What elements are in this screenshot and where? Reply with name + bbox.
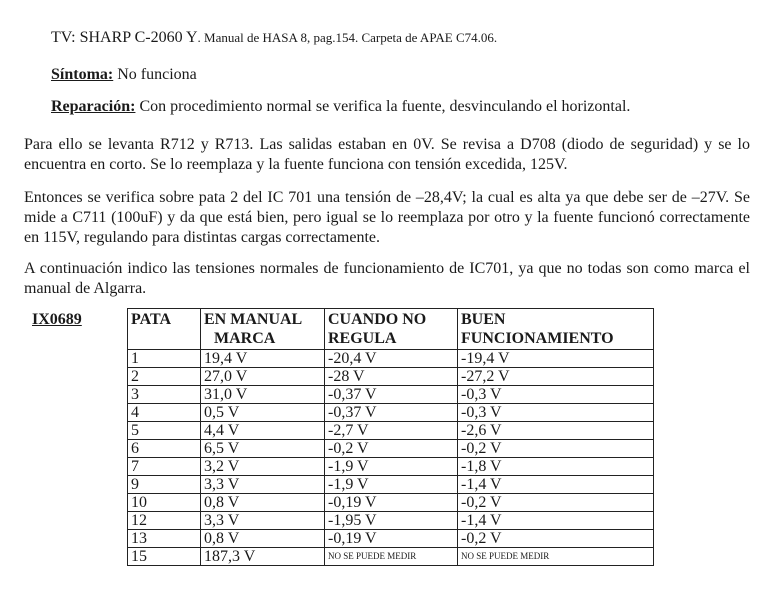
cell-pata: 15 — [128, 548, 201, 566]
cell-manual: 31,0 V — [201, 386, 325, 404]
cell-buen-funcionamiento: -1,8 V — [458, 458, 654, 476]
cell-manual: 3,3 V — [201, 476, 325, 494]
cell-manual: 19,4 V — [201, 350, 325, 368]
cell-manual: 3,3 V — [201, 512, 325, 530]
table-row — [128, 422, 654, 440]
cell-pata: 9 — [128, 476, 201, 494]
repair-line — [51, 98, 630, 116]
cell-buen-funcionamiento: -0,3 V — [458, 386, 654, 404]
symptom-text: No funciona — [113, 66, 197, 83]
table-row — [128, 458, 654, 476]
cell-no-regula: -0,19 V — [325, 530, 458, 548]
cell-no-regula: -1,95 V — [325, 512, 458, 530]
table-body — [128, 350, 654, 566]
manual-reference: . Manual de HASA 8, pag.154. Carpeta de APAE C74.06. — [197, 30, 498, 45]
document-header — [51, 29, 497, 47]
table-header-row — [128, 309, 654, 350]
repair-label: Reparación: — [51, 98, 136, 115]
cell-manual: 0,5 V — [201, 404, 325, 422]
cell-pata: 2 — [128, 368, 201, 386]
cell-pata: 13 — [128, 530, 201, 548]
cell-no-regula: -0,37 V — [325, 404, 458, 422]
cell-pata: 6 — [128, 440, 201, 458]
cell-pata: 3 — [128, 386, 201, 404]
cell-manual: 27,0 V — [201, 368, 325, 386]
symptom-label: Síntoma: — [51, 66, 114, 83]
table-row — [128, 494, 654, 512]
cell-pata: 10 — [128, 494, 201, 512]
cell-buen-funcionamiento: -1,4 V — [458, 476, 654, 494]
cell-no-regula: -20,4 V — [325, 350, 458, 368]
cell-no-regula: -0,37 V — [325, 386, 458, 404]
table-row — [128, 386, 654, 404]
document-code: IX0689 — [32, 311, 82, 328]
cell-buen-funcionamiento: -0,2 V — [458, 530, 654, 548]
voltage-table — [127, 308, 654, 566]
tv-model: TV: SHARP C-2060 Y — [51, 29, 198, 46]
cell-no-regula: -28 V — [325, 368, 458, 386]
paragraph-2: Entonces se verifica sobre pata 2 del IC 701 una tensión de –28,4V; la cual es alta ya que debe ser de –27V. Se mide a C711 (100uF) y da que está bien, pero igual se lo reemplaza por otro y la fuente funcionó correctamente en 115V, regulando para distintas cargas correctamente. — [24, 189, 750, 246]
cell-no-regula: -0,19 V — [325, 494, 458, 512]
table-row — [128, 530, 654, 548]
header-buen-funcionamiento: BUEN FUNCIONAMIENTO — [458, 309, 654, 350]
cell-manual: 0,8 V — [201, 530, 325, 548]
table-row — [128, 368, 654, 386]
table-row — [128, 404, 654, 422]
cell-no-regula: -1,9 V — [325, 476, 458, 494]
table-row — [128, 440, 654, 458]
cell-manual: 187,3 V — [201, 548, 325, 566]
cell-pata: 1 — [128, 350, 201, 368]
cell-pata: 4 — [128, 404, 201, 422]
cell-no-regula: -1,9 V — [325, 458, 458, 476]
header-no-regula: CUANDO NO REGULA — [325, 309, 458, 350]
header-pata: PATA — [128, 309, 201, 350]
cell-pata: 7 — [128, 458, 201, 476]
table-row — [128, 476, 654, 494]
table-row — [128, 548, 654, 566]
cell-buen-funcionamiento: -1,4 V — [458, 512, 654, 530]
cell-manual: 3,2 V — [201, 458, 325, 476]
cell-buen-funcionamiento: -0,2 V — [458, 494, 654, 512]
paragraph-3: A continuación indico las tensiones normales de funcionamiento de IC701, ya que no todas son como marca el manual de Algarra. — [24, 260, 750, 297]
cell-manual: 6,5 V — [201, 440, 325, 458]
symptom-line — [51, 66, 197, 84]
table-row — [128, 350, 654, 368]
cell-buen-funcionamiento: -2,6 V — [458, 422, 654, 440]
repair-text: Con procedimiento normal se verifica la fuente, desvinculando el horizontal. — [135, 98, 631, 115]
cell-buen-funcionamiento: NO SE PUEDE MEDIR — [458, 548, 654, 566]
table-row — [128, 512, 654, 530]
cell-pata: 5 — [128, 422, 201, 440]
cell-buen-funcionamiento: -27,2 V — [458, 368, 654, 386]
cell-no-regula: NO SE PUEDE MEDIR — [325, 548, 458, 566]
paragraph-1: Para ello se levanta R712 y R713. Las salidas estaban en 0V. Se revisa a D708 (diodo de seguridad) y se lo encuentra en corto. Se lo reemplaza y la fuente funciona con tensión excedida, 125V. — [24, 136, 750, 173]
cell-buen-funcionamiento: -0,2 V — [458, 440, 654, 458]
header-manual: EN MANUAL MARCA — [201, 309, 325, 350]
cell-buen-funcionamiento: -0,3 V — [458, 404, 654, 422]
cell-buen-funcionamiento: -19,4 V — [458, 350, 654, 368]
cell-manual: 4,4 V — [201, 422, 325, 440]
cell-pata: 12 — [128, 512, 201, 530]
cell-manual: 0,8 V — [201, 494, 325, 512]
cell-no-regula: -2,7 V — [325, 422, 458, 440]
cell-no-regula: -0,2 V — [325, 440, 458, 458]
